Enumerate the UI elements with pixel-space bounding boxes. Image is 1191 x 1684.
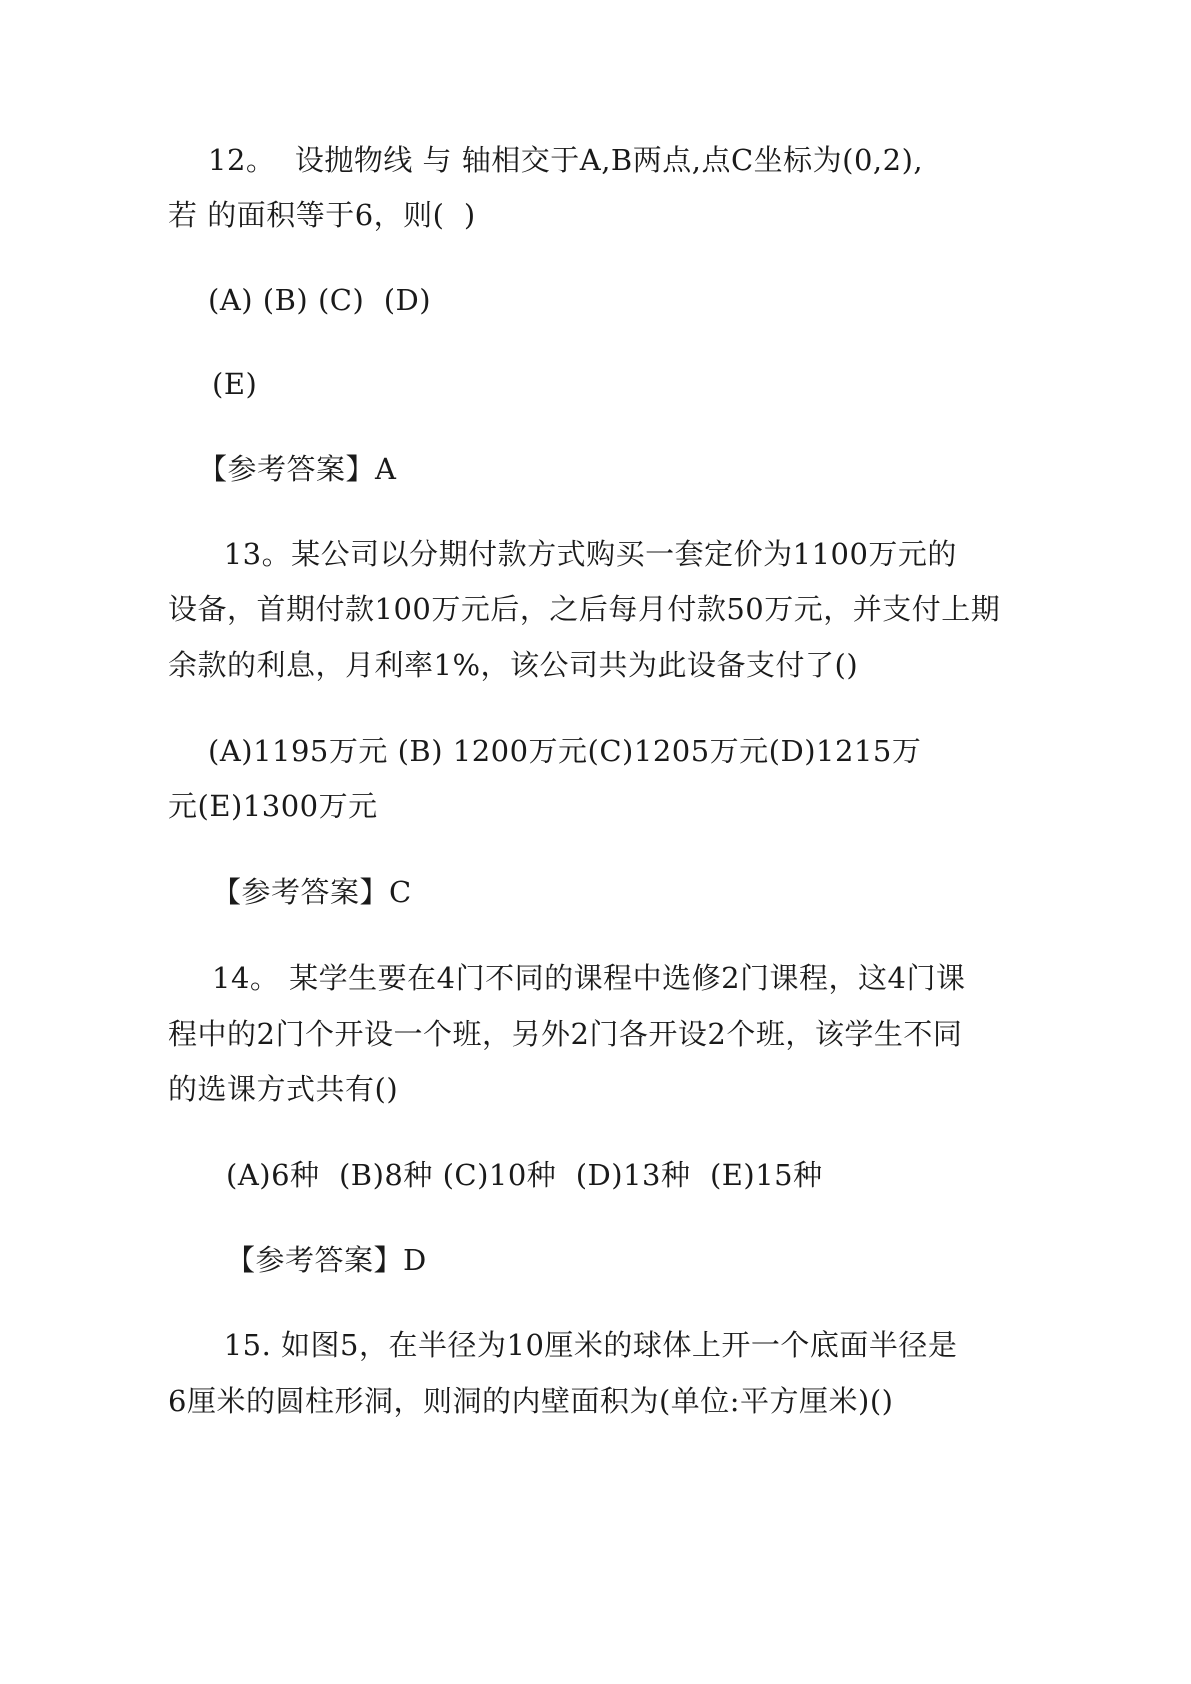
- question-14-answer: 【参考答案】D: [226, 1243, 427, 1277]
- question-14-line-1: 14。 某学生要在4门不同的课程中选修2门课程，这4门课: [212, 961, 966, 995]
- question-15-line-2: 6厘米的圆柱形洞，则洞的内壁面积为(单位:平方厘米)(): [168, 1384, 894, 1418]
- question-12-line-1: 12。 设抛物线 与 轴相交于A,B两点,点C坐标为(0,2),: [208, 143, 924, 177]
- question-14-line-2: 程中的2门个开设一个班，另外2门各开设2个班，该学生不同: [168, 1017, 963, 1051]
- question-14-line-3: 的选课方式共有(): [168, 1072, 399, 1106]
- question-12-answer: 【参考答案】A: [198, 452, 397, 486]
- question-13-answer: 【参考答案】C: [212, 875, 412, 909]
- question-13-line-1: 13。某公司以分期付款方式购买一套定价为1100万元的: [214, 537, 957, 571]
- question-13-line-2: 设备，首期付款100万元后，之后每月付款50万元，并支付上期: [168, 592, 1001, 626]
- question-14-options-1: (A)6种 (B)8种 (C)10种 (D)13种 (E)15种: [226, 1158, 823, 1192]
- question-13-line-3: 余款的利息，月利率1%，该公司共为此设备支付了(): [168, 648, 859, 682]
- question-12-options-2: (E): [212, 367, 258, 401]
- question-13-options-2: 元(E)1300万元: [168, 789, 378, 823]
- question-12-line-2: 若 的面积等于6，则( ): [168, 198, 476, 232]
- question-15-line-1: 15. 如图5，在半径为10厘米的球体上开一个底面半径是: [214, 1328, 958, 1362]
- question-12-options-1: (A) (B) (C) (D): [208, 283, 432, 317]
- question-13-options-1: (A)1195万元 (B) 1200万元(C)1205万元(D)1215万: [208, 734, 922, 768]
